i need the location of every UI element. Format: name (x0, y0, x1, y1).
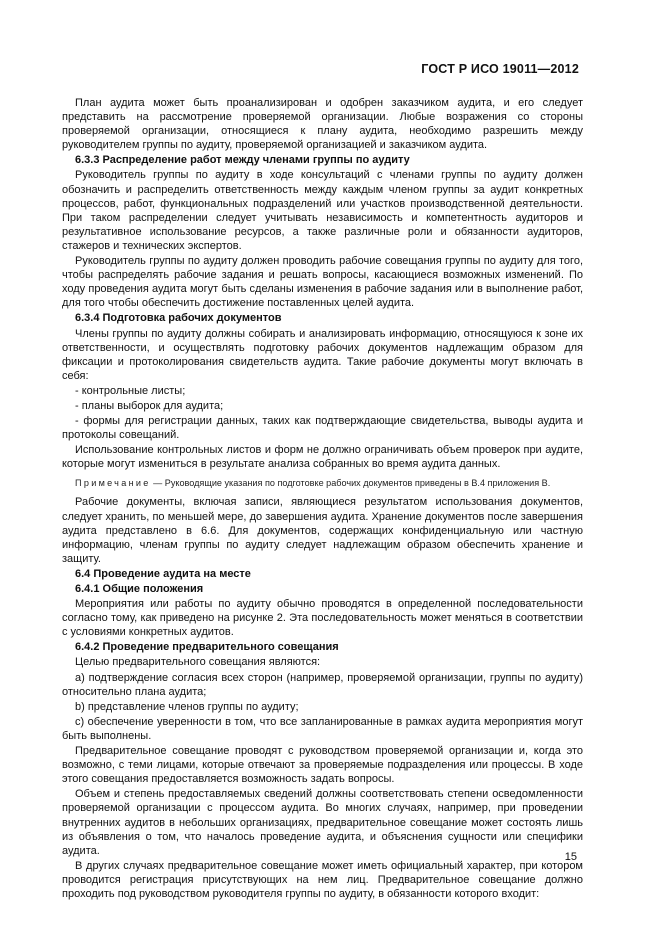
list-item: b) представление членов группы по аудиту; (75, 700, 299, 713)
list-item: а) подтверждение согласия всех сторон (например, проверяемой организации, группы по аудиту) относительно плана аудита; (62, 671, 583, 698)
list-item: - контрольные листы; (75, 384, 186, 397)
section-heading-6-3-4: 6.3.4 Подготовка рабочих документов (75, 312, 282, 325)
section-heading-6-4-1: 6.4.1 Общие положения (75, 583, 204, 595)
paragraph: Объем и степень предоставляемых сведений должны соответствовать степени осведомленности проверяемой организации с процессом аудита. Во многих случаях, например, при проведении внутренних аудитов в небольших организациях, предварительное совещание может состоять лишь из объявления о том, что началось проведение аудита, и объяснения сущности или специфики аудита. (62, 788, 583, 857)
note (62, 477, 583, 489)
list-item: - планы выборок для аудита; (75, 399, 224, 412)
paragraph: Предварительное совещание проводят с руководством проверяемой организации и, когда это возможно, с теми лицами, которые отвечают за проверяемые подразделения или процессы. В ходе этого совещания предоставляется возможность задать вопросы. (62, 745, 583, 786)
paragraph: Руководитель группы по аудиту должен проводить рабочие совещания группы по аудиту для того, чтобы распределять рабочие задания и решать вопросы, касающиеся возможных изменений. По ходу проведения аудита могут быть сделаны изменения в рабочие задания или в выполнение работ, для того чтобы обеспечить достижение поставленных целей аудита. (62, 255, 583, 310)
paragraph: Целью предварительного совещания являются: (75, 656, 321, 669)
section-heading-6-3-3: 6.3.3 Распределение работ между членами группы по аудиту (75, 154, 410, 167)
paragraph: Рабочие документы, включая записи, являющиеся результатом использования документов, следует хранить, по меньшей мере, до завершения аудита. Хранение документов после завершения аудита представлено в 6.6. Для документов, содержащих конфиденциальную или частную информацию, членам группы по аудиту следует надлежащим образом обеспечить хранение и защиту. (62, 496, 583, 565)
paragraph: В других случаях предварительное совещание может иметь официальный характер, при котором проводится регистрация присутствующих на нем лиц. Предварительное совещание должно проходить под руководством руководителя группы по аудиту, в обязанности которого входит: (62, 859, 583, 900)
list-item: c) обеспечение уверенности в том, что все запланированные в рамках аудита мероприятия могут быть выполнены. (62, 715, 583, 742)
paragraph: Мероприятия или работы по аудиту обычно проводятся в определенной последовательности согласно тому, как приведено на рисунке 2. Эта последовательность может меняться в соответствии с условиями конкретных аудитов. (62, 598, 583, 639)
note-text: — Руководящие указания по подготовке рабочих документов приведены в В.4 приложения В. (150, 478, 551, 489)
section-heading-6-4-2: 6.4.2 Проведение предварительного совещания (75, 641, 339, 654)
paragraph: План аудита может быть проанализирован и одобрен заказчиком аудита, и его следует представить на рассмотрение проверяемой организации. Любые возражения со стороны проверяемой организации, относящиеся к плану аудита, необходимо разрешить между руководителем группы по аудиту, проверяемой организацией и заказчиком аудита. (62, 97, 583, 152)
page-number: 15 (564, 851, 577, 863)
document-body (62, 96, 583, 902)
paragraph: Руководитель группы по аудиту в ходе консультаций с членами группы по аудиту должен обозначить и распределить ответственность между каждым членом группы за аудит конкретных процессов, работ, функциональных подразделений или участков производственной деятельности. При таком распределении следует учитывать независимость и компетентность аудиторов и результативное использование ресурсов, а также различные роли и обязанности аудиторов, стажеров и технических экспертов. (62, 169, 583, 252)
document-header: ГОСТ Р ИСО 19011—2012 (421, 62, 579, 76)
list-item: - формы для регистрации данных, таких как подтверждающие свидетельства, выводы аудита и протоколы совещаний. (62, 415, 583, 442)
section-heading-6-4: 6.4 Проведение аудита на месте (75, 567, 251, 580)
paragraph: Члены группы по аудиту должны собирать и анализировать информацию, относящуюся к зоне их ответственности, и осуществлять подготовку рабочих документов надлежащим образом для фиксации и протоколирования свидетельств аудита. Такие рабочие документы могут включать в себя: (62, 327, 583, 382)
paragraph: Использование контрольных листов и форм не должно ограничивать объем проверок при аудите, которые могут измениться в результате анализа собранных во время аудита данных. (62, 444, 583, 471)
note-label: Примечание (75, 478, 151, 489)
